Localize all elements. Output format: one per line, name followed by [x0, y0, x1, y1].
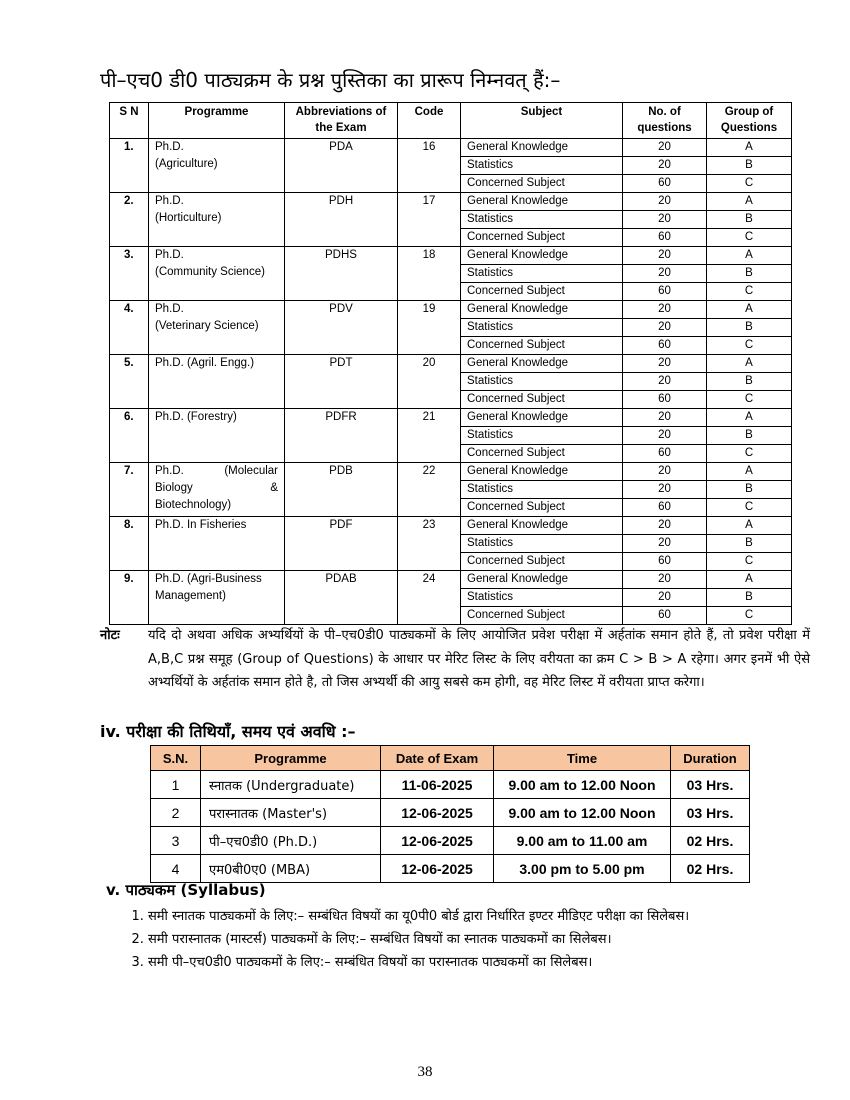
schedule-duration: 02 Hrs.: [671, 827, 750, 855]
row-question-count: 60: [623, 391, 707, 409]
row-abbreviation: PDAB: [285, 571, 398, 625]
row-group: A: [707, 463, 792, 481]
row-group: C: [707, 607, 792, 625]
row-group: A: [707, 355, 792, 373]
schedule-header-time: Time: [494, 746, 671, 771]
exam-schedule-table: [150, 745, 750, 883]
programme-line: (Horticulture): [155, 212, 222, 224]
table-row: [110, 247, 792, 265]
row-group: B: [707, 319, 792, 337]
programme-line: Management): [155, 590, 226, 602]
row-question-count: 20: [623, 301, 707, 319]
row-group: A: [707, 247, 792, 265]
schedule-duration: 02 Hrs.: [671, 855, 750, 883]
row-subject: Statistics: [461, 319, 623, 337]
schedule-sn: 1: [151, 771, 201, 799]
row-subject: Concerned Subject: [461, 337, 623, 355]
header-subject: Subject: [461, 103, 623, 139]
row-code: 19: [398, 301, 461, 355]
row-question-count: 20: [623, 355, 707, 373]
row-programme: [149, 139, 285, 193]
table-row: [110, 571, 792, 589]
row-subject: General Knowledge: [461, 463, 623, 481]
row-code: 22: [398, 463, 461, 517]
schedule-sn: 2: [151, 799, 201, 827]
programme-line: (Veterinary Science): [155, 320, 259, 332]
programme-line: Biology &: [155, 482, 278, 494]
schedule-date: 12-06-2025: [381, 827, 494, 855]
row-abbreviation: PDFR: [285, 409, 398, 463]
row-question-count: 20: [623, 589, 707, 607]
programme-line: Ph.D.: [155, 195, 184, 207]
row-abbreviation: PDV: [285, 301, 398, 355]
note-text: यदि दो अथवा अधिक अभ्यर्थियों के पी–एच0डी0 पाठ्यकमों के लिए आयोजित प्रवेश परीक्षा में अर्हतांक समान होते हैं, तो प्रवेश परीक्षा में A,B,C प्रश्न समूह (Group of Questions) के आधार पर मेरिट लिस्ट के लिए वरीयता का क्रम C > B > A रहेगा। अगर इनमें भी ऐसे अभ्यर्थियों के अर्हतांक समान होते है, तो जिस अभ्यर्थी की आयु सबसे कम होगी, वह मेरिट लिस्ट में वरीयता प्राप्त करेगा।: [148, 628, 810, 690]
row-group: B: [707, 211, 792, 229]
row-group: C: [707, 553, 792, 571]
page-heading: पी–एच0 डी0 पाठ्यक्रम के प्रश्न पुस्तिका का प्रारूप निम्नवत् हैं:–: [100, 68, 561, 92]
row-subject: General Knowledge: [461, 409, 623, 427]
row-subject: Statistics: [461, 427, 623, 445]
programme-line: Ph.D. (Forestry): [155, 411, 237, 423]
phd-question-booklet-table: [109, 102, 792, 625]
list-item: 2. समी परास्नातक (मास्टर्स) पाठ्यकमों के लिए:– सम्बंधित विषयों का स्नातक पाठ्यकमों का सिलेबस।: [148, 928, 816, 951]
row-subject: General Knowledge: [461, 193, 623, 211]
row-abbreviation: PDB: [285, 463, 398, 517]
row-group: B: [707, 589, 792, 607]
row-question-count: 20: [623, 373, 707, 391]
row-group: A: [707, 301, 792, 319]
schedule-date: 12-06-2025: [381, 799, 494, 827]
row-sn: 3.: [110, 247, 149, 301]
row-question-count: 20: [623, 481, 707, 499]
table-row: [110, 409, 792, 427]
schedule-time: 9.00 am to 12.00 Noon: [494, 771, 671, 799]
table-row: [110, 193, 792, 211]
row-code: 21: [398, 409, 461, 463]
row-question-count: 60: [623, 229, 707, 247]
row-question-count: 20: [623, 247, 707, 265]
row-code: 17: [398, 193, 461, 247]
row-group: A: [707, 139, 792, 157]
list-item: 3. समी पी–एच0डी0 पाठ्यकमों के लिए:– सम्बंधित विषयों का परास्नातक पाठ्यकमों का सिलेबस।: [148, 951, 816, 974]
row-subject: General Knowledge: [461, 247, 623, 265]
header-abbreviation: Abbreviations of the Exam: [285, 103, 398, 139]
schedule-header-sn: S.N.: [151, 746, 201, 771]
row-subject: Statistics: [461, 589, 623, 607]
schedule-row: [151, 827, 750, 855]
note-block: [100, 624, 810, 695]
row-programme: [149, 355, 285, 409]
schedule-header-programme: Programme: [201, 746, 381, 771]
schedule-duration: 03 Hrs.: [671, 771, 750, 799]
row-abbreviation: PDA: [285, 139, 398, 193]
row-question-count: 20: [623, 409, 707, 427]
row-sn: 9.: [110, 571, 149, 625]
row-subject: Concerned Subject: [461, 445, 623, 463]
programme-line: Ph.D.: [155, 249, 184, 261]
programme-line: Ph.D. (Agril. Engg.): [155, 357, 255, 369]
row-sn: 1.: [110, 139, 149, 193]
programme-line: Ph.D. (Agri-Business: [155, 573, 262, 585]
row-group: B: [707, 481, 792, 499]
schedule-header-duration: Duration: [671, 746, 750, 771]
row-group: C: [707, 175, 792, 193]
row-question-count: 20: [623, 319, 707, 337]
row-programme: [149, 517, 285, 571]
row-sn: 6.: [110, 409, 149, 463]
schedule-row: [151, 771, 750, 799]
schedule-programme: परास्नातक (Master's): [201, 799, 381, 827]
row-code: 18: [398, 247, 461, 301]
row-question-count: 60: [623, 445, 707, 463]
row-subject: Concerned Subject: [461, 553, 623, 571]
row-abbreviation: PDT: [285, 355, 398, 409]
row-code: 23: [398, 517, 461, 571]
header-group: Group of Questions: [707, 103, 792, 139]
row-subject: General Knowledge: [461, 571, 623, 589]
header-no-of-questions: No. of questions: [623, 103, 707, 139]
schedule-duration: 03 Hrs.: [671, 799, 750, 827]
row-question-count: 20: [623, 571, 707, 589]
row-question-count: 20: [623, 265, 707, 283]
row-group: B: [707, 157, 792, 175]
row-group: B: [707, 265, 792, 283]
row-question-count: 60: [623, 607, 707, 625]
row-abbreviation: PDH: [285, 193, 398, 247]
row-question-count: 20: [623, 139, 707, 157]
row-abbreviation: PDF: [285, 517, 398, 571]
row-abbreviation: PDHS: [285, 247, 398, 301]
row-group: C: [707, 283, 792, 301]
programme-line: Ph.D.: [155, 141, 184, 153]
header-programme: Programme: [149, 103, 285, 139]
row-subject: Concerned Subject: [461, 499, 623, 517]
row-group: C: [707, 337, 792, 355]
row-subject: Concerned Subject: [461, 229, 623, 247]
row-group: C: [707, 229, 792, 247]
syllabus-list: [122, 905, 816, 974]
schedule-time: 9.00 am to 12.00 Noon: [494, 799, 671, 827]
row-group: B: [707, 427, 792, 445]
row-group: B: [707, 373, 792, 391]
row-question-count: 20: [623, 193, 707, 211]
schedule-sn: 3: [151, 827, 201, 855]
header-code: Code: [398, 103, 461, 139]
schedule-programme: एम0बी0ए0 (MBA): [201, 855, 381, 883]
row-programme: [149, 409, 285, 463]
schedule-date: 11-06-2025: [381, 771, 494, 799]
row-subject: Statistics: [461, 265, 623, 283]
row-question-count: 20: [623, 535, 707, 553]
table-row: [110, 517, 792, 535]
schedule-row: [151, 855, 750, 883]
row-question-count: 60: [623, 175, 707, 193]
row-subject: Concerned Subject: [461, 391, 623, 409]
row-group: A: [707, 409, 792, 427]
schedule-date: 12-06-2025: [381, 855, 494, 883]
page-number: 38: [417, 1064, 433, 1080]
row-subject: Statistics: [461, 157, 623, 175]
schedule-header-date: Date of Exam: [381, 746, 494, 771]
schedule-row: [151, 799, 750, 827]
table-row: [110, 139, 792, 157]
row-subject: Concerned Subject: [461, 607, 623, 625]
row-programme: [149, 301, 285, 355]
row-programme: [149, 571, 285, 625]
schedule-time: 3.00 pm to 5.00 pm: [494, 855, 671, 883]
row-group: C: [707, 445, 792, 463]
row-question-count: 20: [623, 463, 707, 481]
programme-line: (Agriculture): [155, 158, 218, 170]
row-subject: Statistics: [461, 481, 623, 499]
row-code: 20: [398, 355, 461, 409]
row-subject: General Knowledge: [461, 139, 623, 157]
schedule-header-row: [151, 746, 750, 771]
row-sn: 2.: [110, 193, 149, 247]
row-code: 24: [398, 571, 461, 625]
row-subject: Concerned Subject: [461, 175, 623, 193]
schedule-sn: 4: [151, 855, 201, 883]
row-question-count: 20: [623, 211, 707, 229]
schedule-programme: पी–एच0डी0 (Ph.D.): [201, 827, 381, 855]
row-question-count: 20: [623, 427, 707, 445]
row-code: 16: [398, 139, 461, 193]
row-question-count: 60: [623, 337, 707, 355]
section-iv-title: iv. परीक्षा की तिथियाँ, समय एवं अवधि :–: [100, 722, 356, 741]
row-subject: General Knowledge: [461, 517, 623, 535]
programme-line: Biotechnology): [155, 499, 232, 511]
list-item: 1. समी स्नातक पाठ्यकमों के लिए:– सम्बंधित विषयों का यू0पी0 बोर्ड द्वारा निर्धारित इण्टर मीडिएट परीक्षा का सिलेबस।: [148, 905, 816, 928]
row-subject: Statistics: [461, 211, 623, 229]
row-group: A: [707, 571, 792, 589]
row-sn: 4.: [110, 301, 149, 355]
row-programme: [149, 247, 285, 301]
schedule-programme: स्नातक (Undergraduate): [201, 771, 381, 799]
row-subject: Statistics: [461, 535, 623, 553]
row-subject: General Knowledge: [461, 301, 623, 319]
section-v-title: v. पाठ्यकम (Syllabus): [106, 881, 266, 899]
header-sn: S N: [110, 103, 149, 139]
row-sn: 5.: [110, 355, 149, 409]
row-subject: General Knowledge: [461, 355, 623, 373]
note-label: नोटः: [100, 628, 120, 643]
row-group: B: [707, 535, 792, 553]
schedule-time: 9.00 am to 11.00 am: [494, 827, 671, 855]
table-row: [110, 301, 792, 319]
programme-line: (Community Science): [155, 266, 265, 278]
row-question-count: 20: [623, 517, 707, 535]
row-programme: [149, 193, 285, 247]
row-question-count: 60: [623, 499, 707, 517]
programme-line: Ph.D. In Fisheries: [155, 519, 247, 531]
row-question-count: 60: [623, 553, 707, 571]
row-group: C: [707, 499, 792, 517]
table-row: [110, 463, 792, 481]
row-subject: Concerned Subject: [461, 283, 623, 301]
row-group: C: [707, 391, 792, 409]
programme-line: Ph.D. (Molecular: [155, 465, 278, 477]
row-programme: [149, 463, 285, 517]
row-group: A: [707, 193, 792, 211]
programme-line: Ph.D.: [155, 303, 184, 315]
row-group: A: [707, 517, 792, 535]
row-sn: 8.: [110, 517, 149, 571]
table-row: [110, 355, 792, 373]
row-question-count: 20: [623, 157, 707, 175]
table-header-row: [110, 103, 792, 139]
row-subject: Statistics: [461, 373, 623, 391]
row-question-count: 60: [623, 283, 707, 301]
row-sn: 7.: [110, 463, 149, 517]
